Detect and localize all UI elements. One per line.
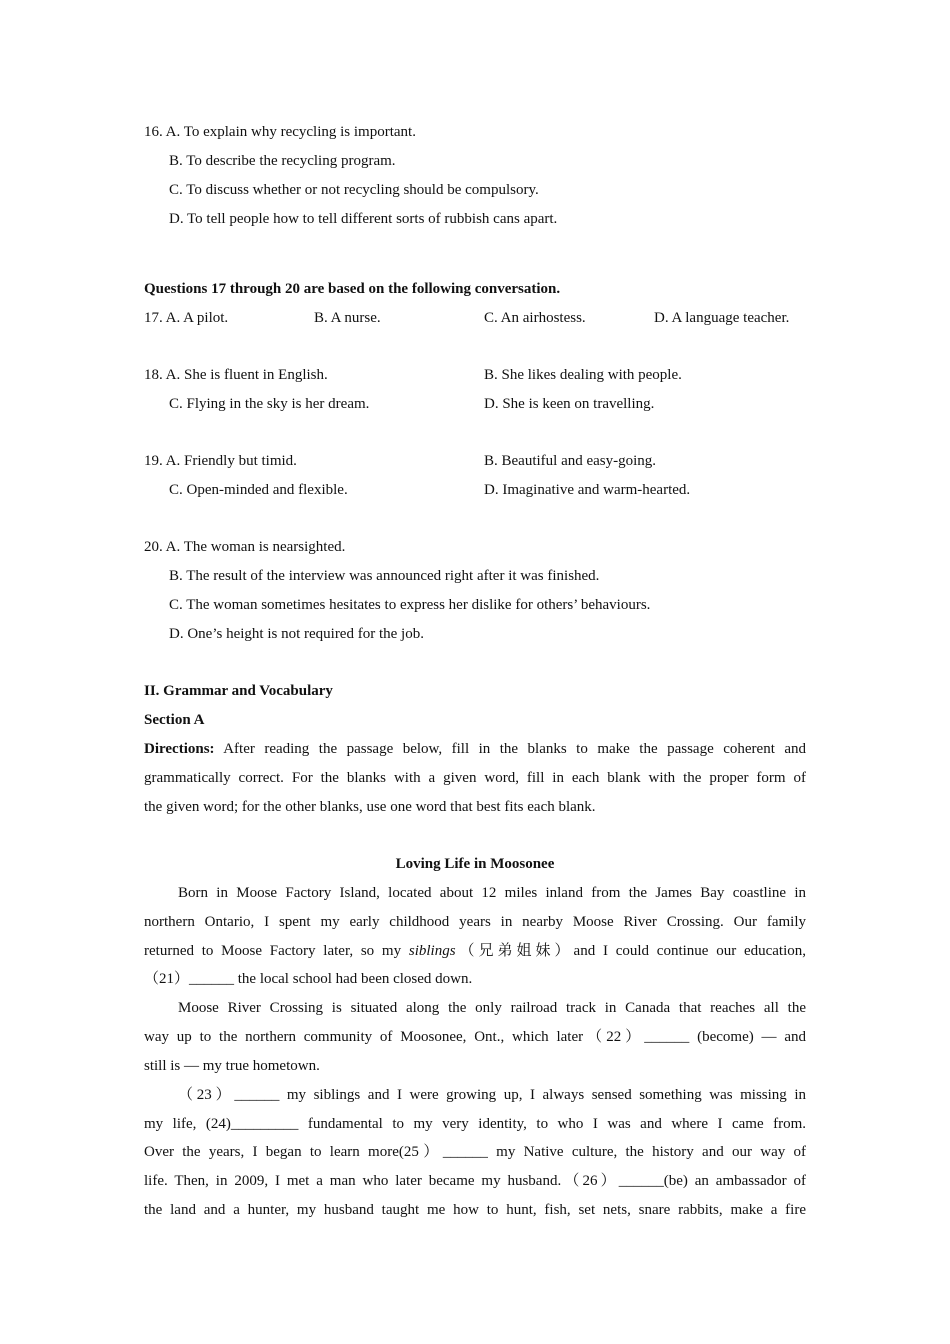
q16-option-b: B. To describe the recycling program. [169,153,396,169]
q17-option-a: 17. A. A pilot. [144,310,229,326]
conversation-heading: Questions 17 through 20 are based on the following conversation. [144,281,561,297]
section-title: II. Grammar and Vocabulary [144,683,333,699]
q16-option-a: 16. A. To explain why recycling is important. [144,124,416,140]
passage-p1-line-3 [144,941,806,961]
passage-p3-line-3: Over the years, I began to learn more(25）______ my Native culture, the history and our way of [144,1144,806,1160]
passage-p1-line-2: northern Ontario, I spent my early childhood years in nearby Moose River Crossing. Our family [144,914,806,930]
passage-word-siblings: siblings [408,943,456,959]
passage-title: Loving Life in Moosonee [395,856,555,872]
passage-p1-line-4: （21）______ the local school had been closed down. [144,971,473,987]
q19-option-c: C. Open-minded and flexible. [169,482,348,498]
passage-p1-line-1: Born in Moose Factory Island, located about 12 miles inland from the James Bay coastline in [178,885,806,901]
q19-option-d: D. Imaginative and warm-hearted. [484,482,691,498]
q17-option-b: B. A nurse. [314,310,381,326]
q17-option-d: D. A language teacher. [654,310,790,326]
passage-p2-line-1: Moose River Crossing is situated along the only railroad track in Canada that reaches all the [178,1000,806,1016]
passage-p1-line-3-post: （兄弟姐妹）and I could continue our education, [455,943,806,959]
directions-label: Directions: [144,741,215,757]
q18-option-b: B. She likes dealing with people. [484,367,682,383]
directions-line-3: the given word; for the other blanks, use one word that best fits each blank. [144,799,596,815]
q20-option-b: B. The result of the interview was announced right after it was finished. [169,568,600,584]
q20-option-a: 20. A. The woman is nearsighted. [144,539,346,555]
directions-line-2: grammatically correct. For the blanks with a given word, fill in each blank with the proper form of [144,770,806,786]
q20-option-d: D. One’s height is not required for the job. [169,626,424,642]
passage-p1-line-3-pre: returned to Moose Factory later, so my [144,943,409,959]
q18-option-a: 18. A. She is fluent in English. [144,367,328,383]
passage-p3-line-5: the land and a hunter, my husband taught me how to hunt, fish, set nets, snare rabbits, make a fire [144,1202,806,1218]
passage-p3-line-2: my life, (24)_________ fundamental to my very identity, to who I was and where I came from. [144,1116,806,1132]
passage-p2-line-3: still is — my true hometown. [144,1058,320,1074]
q19-option-a: 19. A. Friendly but timid. [144,453,297,469]
q19-option-b: B. Beautiful and easy-going. [484,453,657,469]
directions-line-1 [144,739,806,759]
q17-option-c: C. An airhostess. [484,310,586,326]
section-subtitle: Section A [144,712,205,728]
q16-option-c: C. To discuss whether or not recycling should be compulsory. [169,182,539,198]
passage-p2-line-2: way up to the northern community of Moosonee, Ont., which later（22）______ (become) — and [144,1029,806,1045]
directions-text-1: After reading the passage below, fill in the blanks to make the passage coherent and [214,741,806,757]
q18-option-c: C. Flying in the sky is her dream. [169,396,370,412]
q20-option-c: C. The woman sometimes hesitates to express her dislike for others’ behaviours. [169,597,651,613]
q16-option-d: D. To tell people how to tell different sorts of rubbish cans apart. [169,211,558,227]
passage-p3-line-4: life. Then, in 2009, I met a man who later became my husband.（26）______(be) an ambassador of [144,1173,806,1189]
q18-option-d: D. She is keen on travelling. [484,396,655,412]
passage-p3-line-1: （23）______ my siblings and I were growing up, I always sensed something was missing in [178,1087,806,1103]
